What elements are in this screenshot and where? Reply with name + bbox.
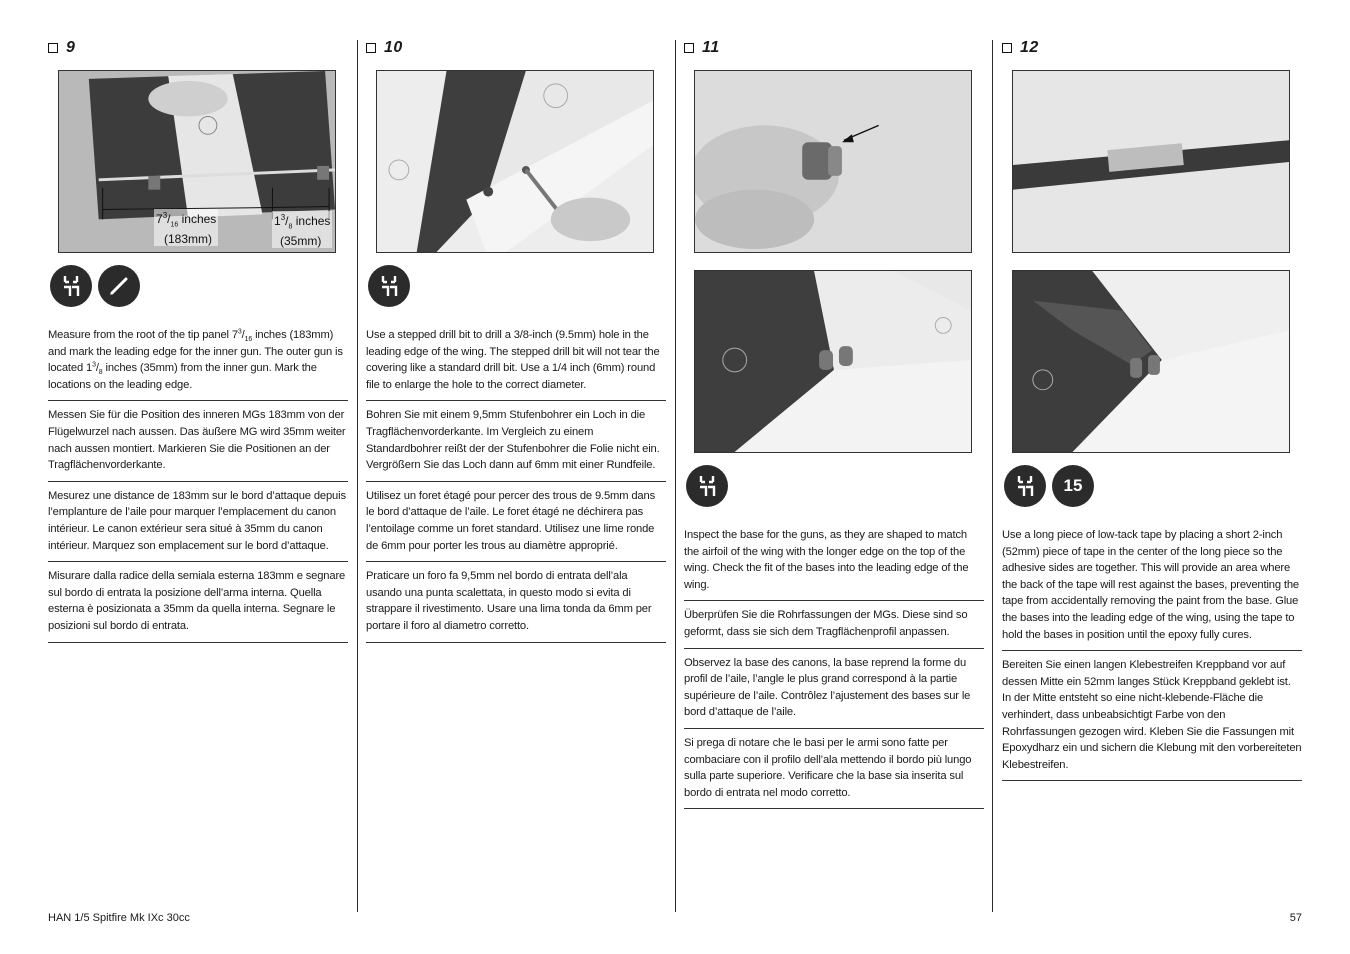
checkbox[interactable]: [1002, 43, 1012, 53]
dimension-label-35: $1^3/_8$ inches (35mm): [274, 213, 331, 249]
instruction-de: Bereiten Sie einen langen Klebestreifen Kreppband vor auf dessen Mitte ein 52mm langes Stück Kreppband geklebt ist. In der Mitte entsteht so eine nicht-klebende-Fläche die verhindert, dass unbeabsichtigt Farbe von den Rohrfassungen gezogen wird. Kleben Sie die Fassungen mit Epoxydharz ein und sichern die Klebung mit den vorbereiteten Klebestreifen.: [1002, 651, 1302, 781]
photo-taped-bases: [1012, 270, 1290, 453]
photo-gun-base: [694, 70, 972, 253]
step-11: [684, 38, 984, 809]
instruction-fr: Utilisez un foret étagé pour percer des trous de 9.5mm dans le bord d’attaque de l’aile. Le foret étagé ne déchirera pas l’entoilage comme un foret standard. Utilisez une lime ronde de 6mm pour porter les trous au diamètre approprié.: [366, 482, 666, 562]
instruction-de: Messen Sie für die Position des inneren MGs 183mm von der Flügelwurzel nach aussen. Das äußere MG wird 35mm weiter nach aussen montiert. Markieren Sie die Positionen an der Tragflächenvorderkante.: [48, 401, 348, 481]
photo-drill-hole: [376, 70, 654, 253]
tool-icons: [50, 265, 348, 309]
epoxy-cure-time-badge: 15: [1052, 465, 1094, 507]
tool-icons: [686, 465, 984, 509]
checkbox[interactable]: [48, 43, 58, 53]
step-number: 12: [1020, 39, 1039, 56]
instruction-it: Misurare dalla radice della semiala esterna 183mm e segnare sul bordo di entrata la posizione dell’arma interna. Quella esterna è posizionata a 35mm da quella interna. Segnare le posizioni sul bordo di entrata.: [48, 562, 348, 642]
checkbox[interactable]: [366, 43, 376, 53]
step-number: 9: [66, 39, 76, 56]
checkbox[interactable]: [684, 43, 694, 53]
column-divider: [992, 40, 993, 912]
instruction-en: Measure from the root of the tip panel $7^3/_{16}$ inches (183mm) and mark the leading edge for the inner gun. The outer gun is located $1^3/_8$ inches (35mm) from the inner gun. Mark the locations on the leading edge.: [48, 321, 348, 401]
step-9: [48, 38, 348, 643]
tool-icons: [1004, 465, 1302, 509]
footer-title: HAN 1/5 Spitfire Mk IXc 30cc: [48, 912, 190, 924]
instruction-de: Bohren Sie mit einem 9,5mm Stufenbohrer ein Loch in die Tragflächenvorderkante. Im Vergleich zu einem Standardbohrer reißt der der Stufenbohrer die Folie nicht ein. Vergrößern Sie das Loch dann auf 6mm mit einer Rundfeile.: [366, 401, 666, 481]
tool-icons: [368, 265, 666, 309]
step-12: [1002, 38, 1302, 781]
instruction-en: Use a stepped drill bit to drill a 3/8-inch (9.5mm) hole in the leading edge of the wing. The stepped drill bit will not tear the covering like a standard drill bit. Use a 1/4 inch (6mm) round file to enlarge the hole to the correct diameter.: [366, 321, 666, 401]
photo-tape: [1012, 70, 1290, 253]
step-header: [48, 38, 348, 58]
column-divider: [357, 40, 358, 912]
instruction-de: Überprüfen Sie die Rohrfassungen der MGs. Diese sind so geformt, dass sie sich dem Tragflächenprofil anpassen.: [684, 601, 984, 648]
instruction-it: Si prega di notare che le basi per le armi sono fatte per combaciare con il profilo dell’ala mettendo il bordo più lungo sulla parte superiore. Verificare che la base sia inserita sul bordo di entrata nel modo corretto.: [684, 729, 984, 809]
step-header: [1002, 38, 1302, 58]
drill-icon: [1004, 465, 1046, 507]
instruction-fr: Mesurez une distance de 183mm sur le bord d’attaque depuis l’emplanture de l’aile pour marquer l’emplacement du canon intérieur. Le canon extérieur sera situé à 35mm du canon intérieur. Marquez son emplacement sur le bord d’attaque.: [48, 482, 348, 562]
dimension-label-183: $7^3/_{16}$ inches (183mm): [156, 211, 217, 247]
step-10: [366, 38, 666, 643]
step-number: 11: [702, 39, 720, 56]
instruction-en: Inspect the base for the guns, as they are shaped to match the airfoil of the wing with the longer edge on the top of the wing. Check the fit of the bases into the leading edge of the wing.: [684, 521, 984, 601]
instruction-fr: Observez la base des canons, la base reprend la forme du profil de l’aile, l’angle le plus grand correspond à la partie supérieure de l’aile. Contrôlez l’ajustement des bases sur le bord d’attaque de l’aile.: [684, 649, 984, 729]
step-header: [366, 38, 666, 58]
pen-marker-icon: [98, 265, 140, 307]
column-divider: [675, 40, 676, 912]
instruction-it: Praticare un foro fa 9,5mm nel bordo di entrata dell’ala usando una punta scalettata, in questo modo si evita di strappare il rivestimento. Usare una lima tonda da 6mm per portare il foro al diametro corretto.: [366, 562, 666, 642]
drill-icon: [368, 265, 410, 307]
drill-icon: [686, 465, 728, 507]
instruction-en: Use a long piece of low-tack tape by placing a short 2-inch (52mm) piece of tape in the center of the long piece so the adhesive sides are together. This will provide an area where the back of the tape will rest against the bases, preventing the tape from accidentally removing the paint from the base. Glue the bases into the leading edge of the wing, using the tape to hold the bases in position until the epoxy fully cures.: [1002, 521, 1302, 651]
photo-bases-on-wing: [694, 270, 972, 453]
page-number: 57: [1289, 912, 1302, 924]
step-number: 10: [384, 39, 403, 56]
drill-icon: [50, 265, 92, 307]
step-header: [684, 38, 984, 58]
